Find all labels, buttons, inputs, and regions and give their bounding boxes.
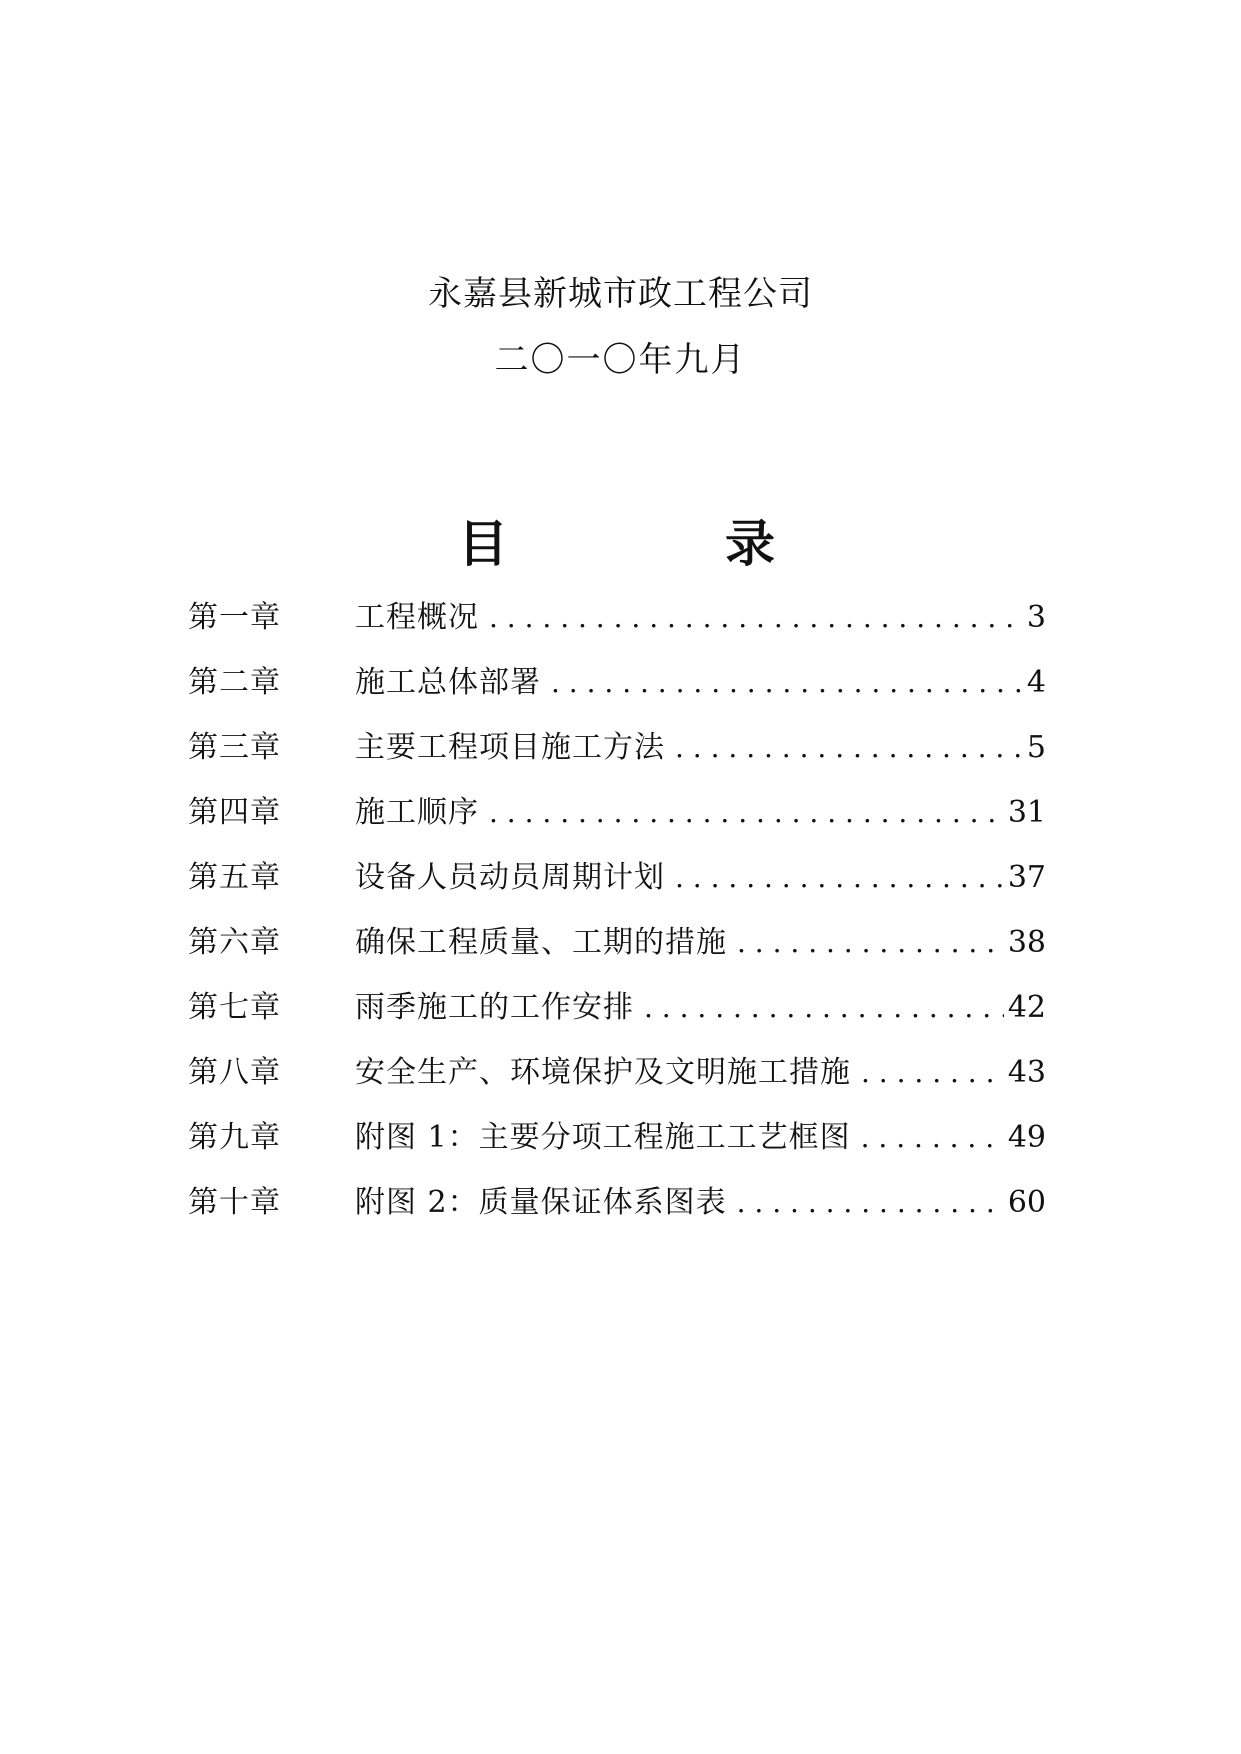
toc-entry-title: 主要工程项目施工方法 <box>355 730 665 765</box>
toc-page-number: 43 <box>1007 1055 1046 1090</box>
toc-page-number: 31 <box>1007 795 1046 830</box>
toc-dot-leader <box>737 921 1004 965</box>
toc-page-number: 37 <box>1007 860 1046 895</box>
toc-entry[interactable] <box>188 661 1046 726</box>
toc-entry[interactable] <box>188 921 1046 986</box>
toc-dot-leader <box>489 596 1022 640</box>
toc-page-number: 60 <box>1007 1185 1046 1220</box>
document-date: 二〇一〇年九月 <box>494 340 747 380</box>
toc-heading-char-1: 目 <box>458 514 508 573</box>
toc-dot-leader <box>644 986 1004 1030</box>
toc-page-number: 5 <box>1026 730 1046 765</box>
toc-dot-leader <box>551 661 1022 705</box>
toc-dot-leader <box>861 1116 1004 1160</box>
toc-page-number: 4 <box>1026 665 1046 700</box>
toc-chapter-label: 第二章 <box>188 665 281 700</box>
toc-heading <box>0 512 1241 576</box>
toc-dot-leader <box>489 791 1004 835</box>
toc-page-number: 49 <box>1007 1120 1046 1155</box>
toc-dot-leader <box>675 856 1004 900</box>
toc-entry-title: 施工总体部署 <box>355 665 541 700</box>
toc-entry[interactable] <box>188 726 1046 791</box>
toc-page-number: 38 <box>1007 925 1046 960</box>
toc-entry-title: 工程概况 <box>355 600 479 635</box>
company-name: 永嘉县新城市政工程公司 <box>428 274 813 314</box>
toc-chapter-label: 第一章 <box>188 600 281 635</box>
toc-entry-title: 设备人员动员周期计划 <box>355 860 665 895</box>
toc-chapter-label: 第六章 <box>188 925 281 960</box>
toc-chapter-label: 第九章 <box>188 1120 281 1155</box>
toc-entry[interactable] <box>188 596 1046 661</box>
toc-dot-leader <box>861 1051 1004 1095</box>
toc-chapter-label: 第八章 <box>188 1055 281 1090</box>
toc-chapter-label: 第十章 <box>188 1185 281 1220</box>
toc-page-number: 3 <box>1026 600 1046 635</box>
toc-entry[interactable] <box>188 856 1046 921</box>
toc-entry[interactable] <box>188 986 1046 1051</box>
toc-chapter-label: 第三章 <box>188 730 281 765</box>
toc-entry-title: 雨季施工的工作安排 <box>355 990 634 1025</box>
toc-dot-leader <box>737 1181 1004 1225</box>
toc-entry-title: 施工顺序 <box>355 795 479 830</box>
table-of-contents <box>188 596 1046 1246</box>
toc-entry-title: 附图 1：主要分项工程施工工艺框图 <box>355 1120 851 1155</box>
toc-chapter-label: 第七章 <box>188 990 281 1025</box>
toc-entry[interactable] <box>188 791 1046 856</box>
toc-entry-title: 安全生产、环境保护及文明施工措施 <box>355 1055 851 1090</box>
toc-entry[interactable] <box>188 1051 1046 1116</box>
toc-entry[interactable] <box>188 1116 1046 1181</box>
toc-chapter-label: 第五章 <box>188 860 281 895</box>
toc-entry-title: 确保工程质量、工期的措施 <box>355 925 727 960</box>
toc-page-number: 42 <box>1007 990 1046 1025</box>
toc-dot-leader <box>675 726 1022 770</box>
toc-entry-title: 附图 2：质量保证体系图表 <box>355 1185 727 1220</box>
toc-chapter-label: 第四章 <box>188 795 281 830</box>
toc-heading-char-2: 录 <box>725 514 775 573</box>
toc-entry[interactable] <box>188 1181 1046 1246</box>
